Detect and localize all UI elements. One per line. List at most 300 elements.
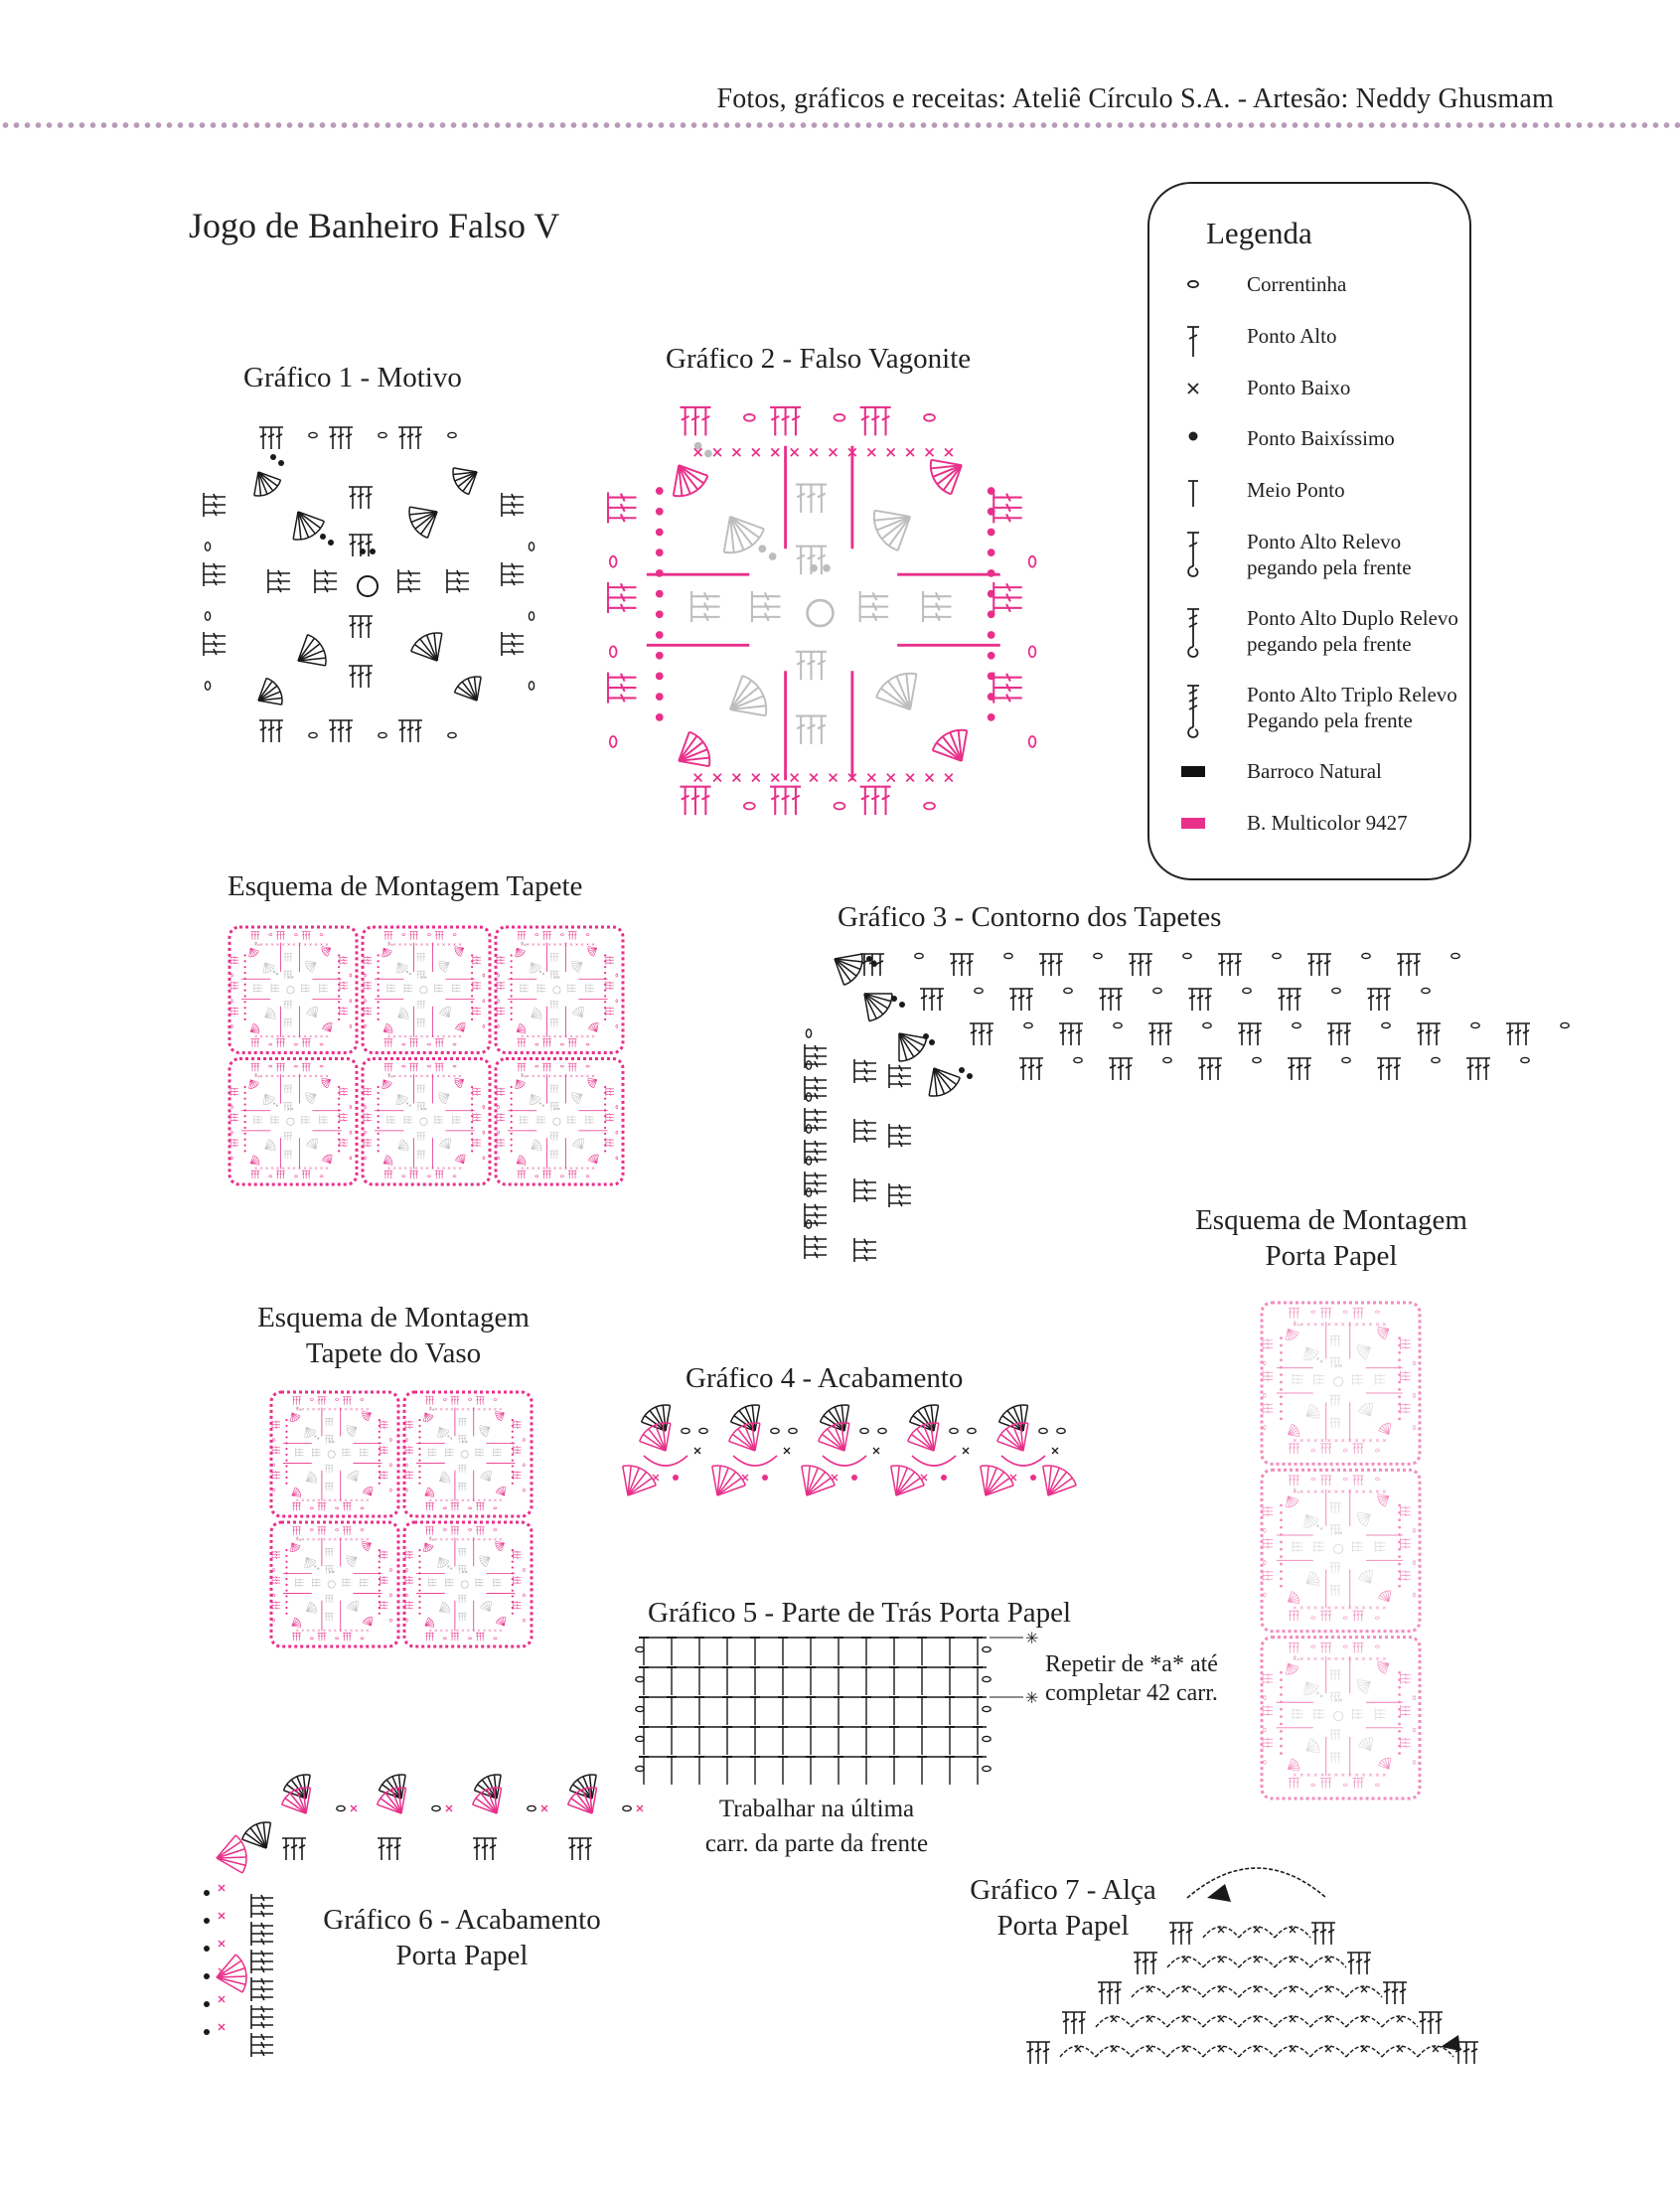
legend-label — [1247, 529, 1412, 580]
chain-stitch — [389, 1488, 391, 1491]
single-crochet — [420, 943, 422, 945]
dc-stitch — [880, 407, 890, 435]
single-crochet — [442, 1168, 444, 1170]
chain-stitch — [1376, 1784, 1380, 1786]
chain-stitch — [231, 1157, 233, 1160]
fan-stitch — [674, 465, 679, 496]
single-crochet — [733, 774, 741, 782]
fan-stitch — [464, 1155, 466, 1164]
dc-stitch — [340, 1010, 348, 1013]
single-crochet — [653, 1475, 659, 1481]
single-crochet — [771, 448, 779, 456]
chain-stitch — [269, 1065, 272, 1067]
slip-stitch — [378, 1092, 380, 1094]
dc-stitch — [1288, 1058, 1296, 1080]
dc-stitch — [387, 1118, 395, 1121]
single-crochet — [537, 1075, 539, 1077]
single-crochet — [282, 1168, 284, 1170]
dc-stitch — [521, 1116, 529, 1119]
fan-stitch — [490, 1602, 492, 1612]
dc-stitch — [1142, 1953, 1149, 1974]
single-crochet — [367, 1538, 369, 1540]
dc-stitch — [435, 1118, 443, 1121]
dc-stitch — [476, 1502, 479, 1510]
dc-stitch — [1337, 1335, 1341, 1345]
dc-stitch — [479, 1527, 482, 1535]
fan-stitch — [1286, 1496, 1288, 1507]
dc-stitch — [1324, 1611, 1328, 1621]
single-crochet — [351, 1499, 353, 1501]
chain-stitch — [310, 1529, 313, 1531]
dc-stitch — [523, 1063, 526, 1071]
dc-stitch — [1263, 1574, 1273, 1578]
dc-stitch — [441, 932, 444, 940]
dc-stitch — [1333, 1335, 1337, 1345]
single-crochet — [1376, 1323, 1379, 1326]
dc-stitch — [381, 1604, 388, 1607]
repeat-note-line2: completar 42 carr. — [1045, 1680, 1218, 1706]
chain-stitch — [1413, 1760, 1415, 1764]
dc-stitch — [817, 716, 827, 744]
single-crochet — [1369, 1607, 1372, 1610]
dc-stitch — [1401, 1410, 1411, 1414]
dc-stitch — [381, 1423, 388, 1426]
single-crochet — [570, 1075, 572, 1077]
dc-stitch — [438, 1171, 441, 1178]
dc-stitch — [283, 1103, 286, 1111]
slip-stitch — [604, 1086, 606, 1088]
slip-stitch — [1280, 1526, 1283, 1529]
slip-stitch — [418, 1483, 420, 1485]
single-crochet — [271, 1168, 273, 1170]
slip-stitch — [604, 966, 606, 968]
slip-stitch — [285, 1561, 287, 1563]
single-crochet — [1383, 1490, 1386, 1493]
fan-stitch — [1358, 1679, 1371, 1681]
slip-stitch — [1398, 1686, 1401, 1689]
slip-stitch — [418, 1566, 420, 1568]
dc-stitch — [364, 984, 372, 987]
dc-stitch — [415, 1063, 418, 1071]
dc-stitch — [923, 601, 951, 611]
dc-stitch — [1263, 1509, 1273, 1513]
dc-stitch — [923, 612, 951, 622]
dc-stitch — [251, 1985, 273, 1993]
single-crochet — [1334, 1607, 1337, 1610]
single-crochet — [575, 1075, 577, 1077]
dc-stitch — [404, 1121, 412, 1124]
slip-stitch — [512, 1549, 514, 1551]
slip-stitch — [314, 1435, 316, 1437]
slip-stitch — [511, 1133, 513, 1135]
dc-stitch — [514, 1579, 522, 1582]
dc-stitch — [343, 1454, 351, 1457]
chain-stitch — [915, 953, 923, 958]
fan-stitch — [316, 1008, 318, 1017]
single-crochet — [287, 1035, 289, 1037]
slip-stitch — [471, 1133, 473, 1135]
dc-stitch — [349, 1633, 352, 1641]
dc-stitch — [412, 1063, 415, 1071]
slip-stitch — [471, 966, 473, 968]
single-crochet — [1376, 1439, 1379, 1442]
dc-stitch — [271, 1118, 279, 1121]
single-crochet — [437, 1075, 439, 1077]
slip-stitch — [512, 1572, 514, 1574]
chain-stitch — [1413, 1528, 1415, 1532]
dc-stitch — [608, 683, 636, 693]
dc-stitch — [295, 1633, 298, 1641]
single-crochet — [1334, 1490, 1337, 1493]
dc-stitch — [690, 787, 700, 815]
chain-stitch — [744, 414, 755, 421]
slip-stitch — [557, 1108, 559, 1110]
dc-stitch — [251, 2049, 273, 2057]
dc-stitch — [854, 1194, 876, 1202]
slip-stitch — [1280, 1518, 1283, 1521]
dc-stitch — [1293, 1716, 1302, 1720]
slip-stitch — [379, 1419, 381, 1421]
dc-stitch — [805, 1235, 827, 1243]
work-note-line2: carr. da parte da frente — [704, 1830, 929, 1857]
dc-stitch — [346, 1397, 349, 1405]
single-crochet — [356, 1408, 358, 1410]
dc-stitch — [854, 1238, 876, 1246]
dc-stitch — [302, 990, 310, 993]
slip-stitch — [988, 529, 995, 537]
slip-stitch — [656, 487, 664, 495]
dc-stitch — [305, 1171, 308, 1178]
fan-stitch — [1378, 1327, 1389, 1329]
chain-arc — [1096, 2016, 1132, 2027]
single-crochet — [733, 448, 741, 456]
chain-stitch — [636, 1676, 644, 1681]
slip-stitch — [418, 1465, 420, 1467]
dc-stitch — [361, 1584, 369, 1587]
single-crochet — [1314, 1323, 1317, 1326]
fan-stitch — [504, 1618, 506, 1627]
dc-stitch — [521, 1118, 529, 1121]
single-crochet — [1376, 1607, 1379, 1610]
single-crochet — [1362, 1439, 1365, 1442]
single-crochet — [494, 1499, 496, 1501]
dc-stitch — [1401, 1538, 1411, 1542]
dc-stitch — [571, 1171, 574, 1178]
single-crochet — [367, 1499, 369, 1501]
dc-stitch — [453, 990, 461, 993]
single-crochet — [456, 1630, 458, 1632]
chain-stitch — [294, 934, 297, 936]
chain-arc — [1167, 2046, 1203, 2057]
single-crochet — [553, 943, 555, 945]
dc-stitch — [422, 1019, 425, 1027]
chain-stitch — [1471, 1022, 1479, 1027]
single-crochet — [1010, 1475, 1016, 1481]
dc-stitch — [1204, 989, 1212, 1011]
chain-stitch — [205, 612, 210, 620]
chain-stitch — [273, 1488, 275, 1491]
single-crochet — [1361, 2016, 1367, 2022]
slip-stitch — [1280, 1752, 1283, 1755]
chain-arc — [1132, 2016, 1167, 2027]
arch-stitch — [1001, 1456, 1045, 1466]
dc-stitch — [308, 932, 311, 940]
single-crochet — [356, 1630, 358, 1632]
dc-stitch — [422, 1085, 425, 1093]
single-crochet — [1325, 2016, 1331, 2022]
fan-stitch — [455, 1078, 464, 1080]
single-crochet — [1321, 1774, 1324, 1777]
single-crochet — [462, 1408, 464, 1410]
dc-stitch — [1026, 2042, 1034, 2064]
fan-arc — [712, 1466, 745, 1486]
magic-ring — [1334, 1712, 1343, 1721]
dc-stitch — [416, 1085, 419, 1093]
chain-stitch — [336, 1529, 339, 1531]
single-crochet — [1218, 1986, 1224, 1992]
slip-stitch — [851, 1475, 857, 1481]
dc-stitch — [958, 954, 966, 976]
dc-stitch — [1375, 1708, 1385, 1712]
single-crochet — [446, 1630, 448, 1632]
chart-2-falso-vagonite-diagram — [608, 394, 1045, 852]
slip-stitch — [512, 1465, 514, 1467]
chain-stitch — [744, 803, 755, 810]
dc-stitch — [447, 585, 469, 593]
dc-stitch — [230, 1007, 238, 1010]
slip-stitch — [328, 540, 334, 546]
slip-stitch — [941, 1475, 947, 1481]
dc-stitch — [482, 1502, 485, 1510]
chain-stitch — [860, 1428, 868, 1433]
dc-stitch — [308, 1039, 311, 1047]
dc-stitch — [1099, 989, 1107, 1011]
dc-stitch — [1254, 1023, 1262, 1045]
slip-stitch — [471, 1139, 473, 1141]
slip-stitch — [959, 1067, 965, 1073]
dc-stitch — [574, 1063, 577, 1071]
dc-stitch — [1263, 1403, 1273, 1407]
dc-stitch — [384, 1063, 387, 1071]
dc-stitch — [545, 1063, 548, 1071]
slip-stitch — [285, 1590, 287, 1592]
dc-stitch — [1293, 1712, 1302, 1716]
slip-stitch — [285, 1419, 287, 1421]
slip-stitch — [1280, 1745, 1283, 1748]
single-crochet — [260, 1075, 262, 1077]
dc-stitch — [275, 720, 283, 742]
single-crochet — [1383, 1774, 1386, 1777]
dc-stitch — [502, 640, 524, 648]
fan-stitch — [423, 1543, 425, 1552]
dc-stitch — [1337, 1670, 1341, 1680]
single-crochet — [1341, 1774, 1344, 1777]
fan-stitch — [453, 468, 477, 472]
dc-stitch — [770, 787, 780, 815]
dc-stitch — [364, 1013, 372, 1016]
dc-stitch — [364, 959, 372, 962]
slip-stitch — [285, 1465, 287, 1467]
single-crochet — [1294, 1439, 1297, 1442]
chain-stitch — [1264, 1561, 1266, 1565]
dc-stitch — [1042, 2042, 1050, 2064]
dc-stitch — [574, 932, 577, 940]
chain-stitch — [469, 1638, 472, 1640]
dc-stitch — [1353, 1381, 1363, 1385]
slip-stitch — [1280, 1555, 1283, 1558]
dc-stitch — [1263, 1406, 1273, 1410]
slip-stitch — [604, 1001, 606, 1003]
dc-stitch — [1329, 1753, 1333, 1763]
chain-stitch — [535, 1043, 538, 1045]
dc-stitch — [320, 1527, 323, 1535]
dc-stitch — [349, 1397, 352, 1405]
dc-stitch — [340, 1113, 348, 1116]
dc-stitch — [429, 1448, 437, 1451]
dc-stitch — [568, 1116, 576, 1119]
dc-stitch — [1214, 1058, 1222, 1080]
dc-stitch — [860, 612, 888, 622]
dc-stitch — [1353, 1716, 1363, 1720]
dc-stitch — [349, 1527, 352, 1535]
dc-stitch — [473, 1838, 481, 1860]
dc-stitch — [1353, 1611, 1357, 1621]
slip-stitch — [604, 1144, 606, 1146]
slip-stitch — [471, 1109, 473, 1111]
chart-6-title-line2: Porta Papel — [395, 1940, 529, 1971]
dc-stitch — [497, 959, 505, 962]
single-crochet — [388, 1168, 390, 1170]
dc-stitch — [340, 1087, 348, 1090]
dc-stitch — [425, 1397, 428, 1405]
legend-label — [1247, 605, 1458, 657]
single-crochet — [1355, 1323, 1358, 1326]
dc-stitch — [386, 932, 389, 940]
dc-stitch — [302, 1063, 305, 1071]
single-crochet — [1314, 1607, 1317, 1610]
dc-stitch — [791, 407, 801, 435]
single-crochet — [313, 1499, 315, 1501]
dc-stitch — [555, 1001, 558, 1009]
dc-stitch — [331, 1465, 334, 1473]
slip-stitch — [462, 1571, 464, 1573]
single-crochet — [429, 1630, 431, 1632]
dc-stitch — [521, 984, 529, 987]
dc-stitch — [805, 1044, 827, 1052]
single-crochet — [404, 1075, 406, 1077]
slip-stitch — [704, 450, 712, 458]
dc-stitch — [1514, 1023, 1522, 1045]
fan-arc — [411, 633, 442, 651]
dc-stitch — [1328, 1643, 1332, 1652]
dc-stitch — [458, 1548, 461, 1556]
fan-arc — [1310, 1739, 1319, 1753]
dc-stitch — [1324, 1643, 1328, 1652]
chain-stitch — [1342, 1057, 1350, 1062]
chain-arc — [1132, 1986, 1167, 1997]
chain-stitch — [1004, 953, 1012, 958]
single-crochet — [581, 1168, 583, 1170]
slip-stitch — [1280, 1418, 1283, 1421]
dc-stitch — [1263, 1705, 1273, 1709]
dc-stitch — [340, 956, 348, 959]
single-crochet — [1314, 1490, 1317, 1493]
chain-stitch — [1413, 1696, 1415, 1700]
dc-stitch — [1047, 954, 1055, 976]
fan-stitch — [1389, 1591, 1391, 1602]
dc-stitch — [520, 932, 523, 940]
dc-stitch — [272, 1601, 280, 1604]
dc-stitch — [1206, 1058, 1214, 1080]
chain-stitch — [453, 1175, 456, 1177]
fan-stitch — [398, 1149, 408, 1151]
single-crochet — [393, 1168, 395, 1170]
single-crochet — [318, 1408, 320, 1410]
slip-stitch — [1398, 1395, 1401, 1398]
fan-arc — [263, 966, 274, 973]
dc-stitch — [476, 1454, 484, 1457]
chain-stitch — [448, 732, 456, 737]
dc-stitch — [1263, 1541, 1273, 1545]
dc-stitch — [286, 1133, 289, 1141]
slip-stitch — [604, 960, 606, 962]
single-crochet — [1341, 1657, 1344, 1660]
dc-stitch — [1360, 1476, 1364, 1486]
dc-stitch — [552, 1019, 555, 1027]
single-crochet — [1218, 1927, 1224, 1933]
dc-stitch — [1328, 1444, 1332, 1454]
chain-stitch — [835, 803, 845, 810]
dc-stitch — [1296, 1643, 1299, 1652]
dc-stitch — [406, 720, 414, 742]
fan-stitch — [217, 1858, 242, 1873]
dc-stitch — [279, 1039, 282, 1047]
single-crochet — [309, 1075, 311, 1077]
slip-stitch — [418, 1561, 420, 1563]
dc-stitch — [542, 932, 545, 940]
dc-stitch — [993, 683, 1021, 693]
dc-stitch — [586, 990, 594, 993]
slip-stitch — [317, 1567, 319, 1569]
slip-stitch — [656, 508, 664, 516]
single-crochet — [277, 1075, 279, 1077]
dc-stitch — [1333, 1503, 1337, 1513]
slip-stitch — [285, 1613, 287, 1615]
single-crochet — [1254, 2016, 1260, 2022]
dc-stitch — [357, 487, 365, 509]
dc-stitch — [1062, 2012, 1070, 2034]
dc-stitch — [1218, 954, 1226, 976]
chain-stitch — [231, 1024, 233, 1027]
dc-stitch — [523, 932, 526, 940]
slip-stitch — [285, 1442, 287, 1444]
dc-stitch — [586, 984, 594, 987]
fan-stitch — [217, 1977, 245, 1984]
slip-stitch — [338, 1133, 340, 1135]
slip-stitch — [285, 1549, 287, 1551]
dc-stitch — [479, 1502, 482, 1510]
single-crochet — [1361, 2046, 1367, 2052]
single-crochet — [527, 1035, 529, 1037]
magic-ring — [1334, 1544, 1343, 1553]
slip-stitch — [604, 1007, 606, 1009]
slip-stitch — [257, 944, 259, 946]
chart-5-title: Gráfico 5 - Parte de Trás Porta Papel — [648, 1597, 1072, 1629]
dc-stitch — [1401, 1680, 1411, 1684]
single-crochet — [282, 943, 284, 945]
dc-stitch — [256, 932, 259, 940]
slip-stitch — [471, 1144, 473, 1146]
